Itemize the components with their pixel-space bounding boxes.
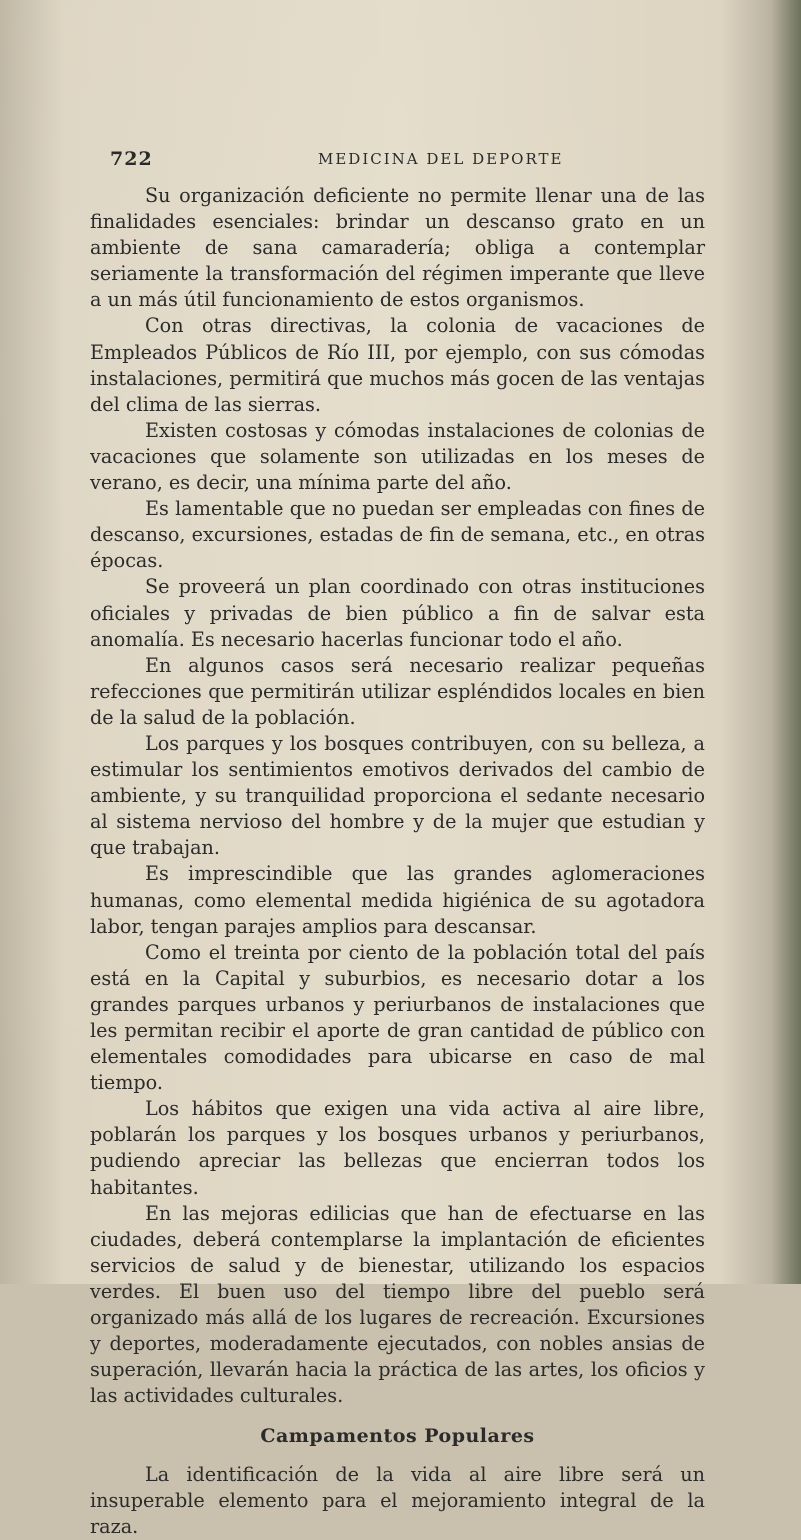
paragraph: Se proveerá un plan coordinado con otras instituciones oficiales y privadas de bien público a fin de salvar esta anomalía. Es necesario hacerlas funcionar todo el año.	[90, 575, 705, 651]
paragraph: Los hábitos que exigen una vida activa al aire libre, poblarán los parques y los bosques urbanos y periurbanos, pudiendo apreciar las bellezas que encierran todos los habitantes.	[90, 1097, 705, 1199]
paragraph: Su organización deficiente no permite llenar una de las finalidades esenciales: brindar un descanso grato en un ambiente de sana camaradería; obliga a contemplar seriamente la transformación del régimen imperante que lleve a un más útil funcionamiento de estos organismos.	[90, 184, 705, 312]
page-number: 722	[110, 148, 153, 170]
running-title: MEDICINA DEL DEPORTE	[318, 150, 564, 168]
paragraph: En algunos casos será necesario realizar pequeñas refecciones que permitirán utilizar espléndidos locales en bien de la salud de la población.	[90, 653, 705, 729]
paragraph: Existen costosas y cómodas instalaciones de colonias de vacaciones que solamente son utilizadas en los meses de verano, es decir, una mínima parte del año.	[90, 418, 705, 495]
paragraph: Con otras directivas, la colonia de vacaciones de Empleados Públicos de Río III, por ejemplo, con sus cómodas instalaciones, permitirá que muchos más gocen de las ventajas del clima de las sierras.	[90, 314, 705, 416]
page-header	[110, 148, 710, 178]
paragraph: En las mejoras edilicias que han de efectuarse en las ciudades, deberá contemplarse la implantación de eficientes servicios de salud y de bienestar, utilizando los espacios verdes. El buen uso del tiempo libre del pueblo será organizado más allá de los lugares de recreación. Excursiones y deportes, moderadamente ejecutados, con nobles ansias de superación, llevarán hacia la práctica de las artes, los oficios y las actividades culturales.	[90, 1201, 705, 1408]
paragraph: Es lamentable que no puedan ser empleadas con fines de descanso, excursiones, estadas de fin de semana, etc., en otras épocas.	[90, 497, 705, 573]
paragraph: Es imprescindible que las grandes aglomeraciones humanas, como elemental medida higiénica de su agotadora labor, tengan parajes amplios para descansar.	[90, 862, 705, 938]
paragraph: La identificación de la vida al aire libre será un insuperable elemento para el mejoramiento integral de la raza.	[90, 1462, 705, 1538]
paragraph: Los parques y los bosques contribuyen, con su belleza, a estimular los sentimientos emotivos derivados del cambio de ambiente, y su tranquilidad proporciona el sedante necesario al sistema nervioso del hombre y de la mujer que estudian y que trabajan.	[90, 731, 705, 860]
paragraph: Como el treinta por ciento de la población total del país está en la Capital y suburbios, es necesario dotar a los grandes parques urbanos y periurbanos de instalaciones que les permitan recibir el aporte de gran cantidad de público con elementales comodidades para ubicarse en caso de mal tiempo.	[90, 940, 705, 1095]
section-heading: Campamentos Populares	[260, 1425, 535, 1448]
body-text	[90, 183, 705, 1540]
page-edge-shadow	[771, 0, 801, 1284]
